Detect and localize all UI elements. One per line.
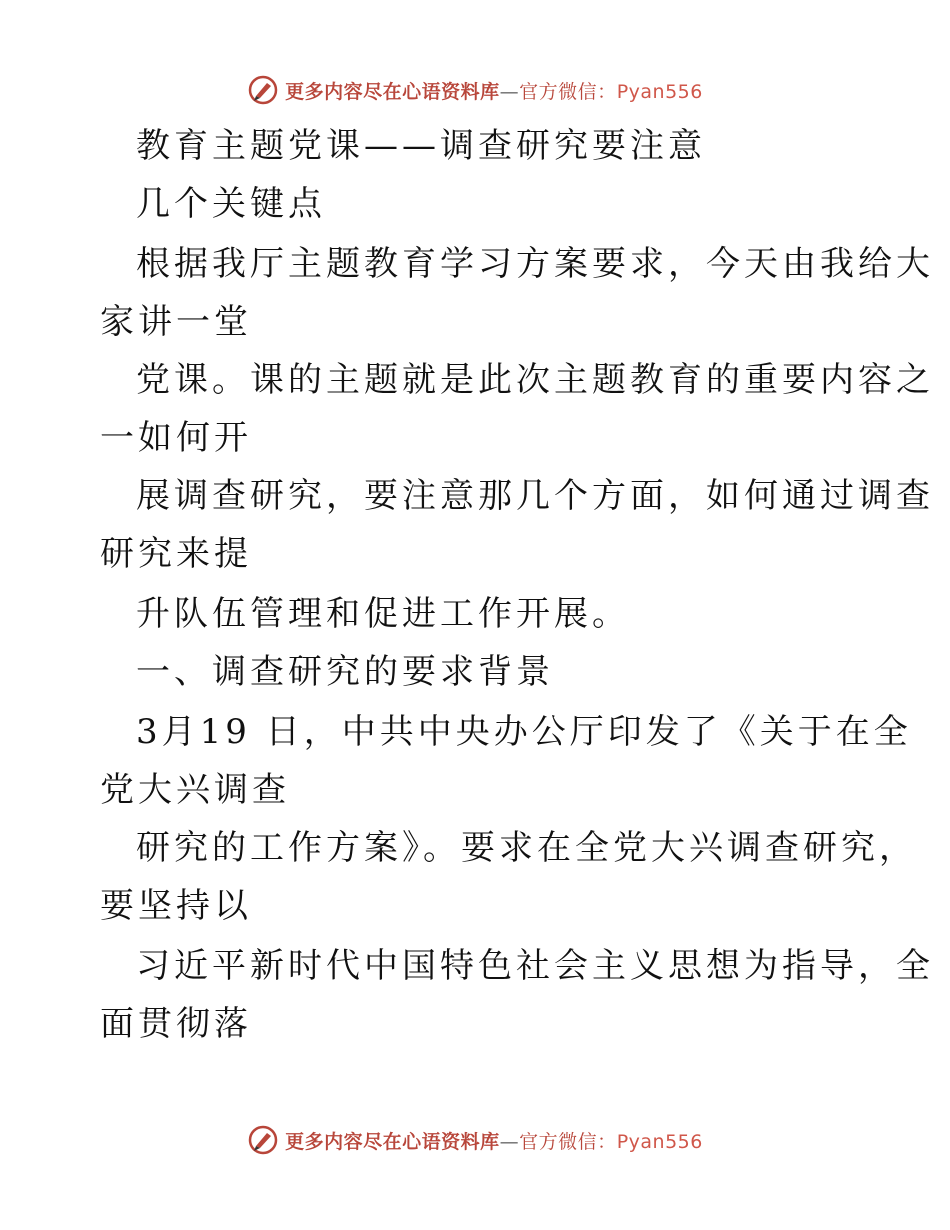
title-line-1: 教育主题党课——调查研究要注意	[136, 126, 706, 166]
paragraph-line: 升队伍管理和促进工作开展。	[136, 594, 630, 634]
paragraph-line: 党大兴调查	[100, 770, 290, 810]
paragraph-line: 一如何开	[100, 418, 252, 458]
paragraph-line: 习近平新时代中国特色社会主义思想为指导，全	[136, 946, 934, 986]
paragraph-line: 党课。课的主题就是此次主题教育的重要内容之	[136, 360, 934, 400]
section-heading: 一、调查研究的要求背景	[136, 652, 554, 692]
paragraph-line: 面贯彻落	[100, 1004, 252, 1044]
watermark-dash: —	[499, 80, 520, 103]
watermark-dash: —	[499, 1130, 520, 1153]
pen-logo-icon	[247, 74, 279, 106]
footer-watermark	[0, 1120, 950, 1160]
paragraph-line: 研究来提	[100, 534, 252, 574]
watermark-wechat-label: 官方微信：	[519, 80, 617, 103]
title-line-2: 几个关键点	[136, 184, 326, 224]
paragraph-line: 3月19 日，中共中央办公厅印发了《关于在全	[136, 712, 912, 752]
watermark-site: 更多内容尽在心语资料库	[285, 1130, 500, 1153]
paragraph-line: 家讲一堂	[100, 302, 252, 342]
header-watermark	[0, 70, 950, 110]
paragraph-line: 根据我厅主题教育学习方案要求，今天由我给大	[136, 244, 934, 284]
watermark-text	[285, 77, 703, 104]
watermark-wechat-id: Pyan556	[616, 80, 703, 103]
watermark-wechat-id: Pyan556	[616, 1130, 703, 1153]
watermark-wechat-label: 官方微信：	[519, 1130, 617, 1153]
paragraph-line: 要坚持以	[100, 886, 252, 926]
paragraph-line: 研究的工作方案》。要求在全党大兴调查研究，	[136, 828, 917, 868]
watermark-site: 更多内容尽在心语资料库	[285, 80, 500, 103]
watermark-text	[285, 1127, 703, 1154]
pen-logo-icon	[247, 1124, 279, 1156]
paragraph-line: 展调查研究，要注意那几个方面，如何通过调查	[136, 476, 934, 516]
